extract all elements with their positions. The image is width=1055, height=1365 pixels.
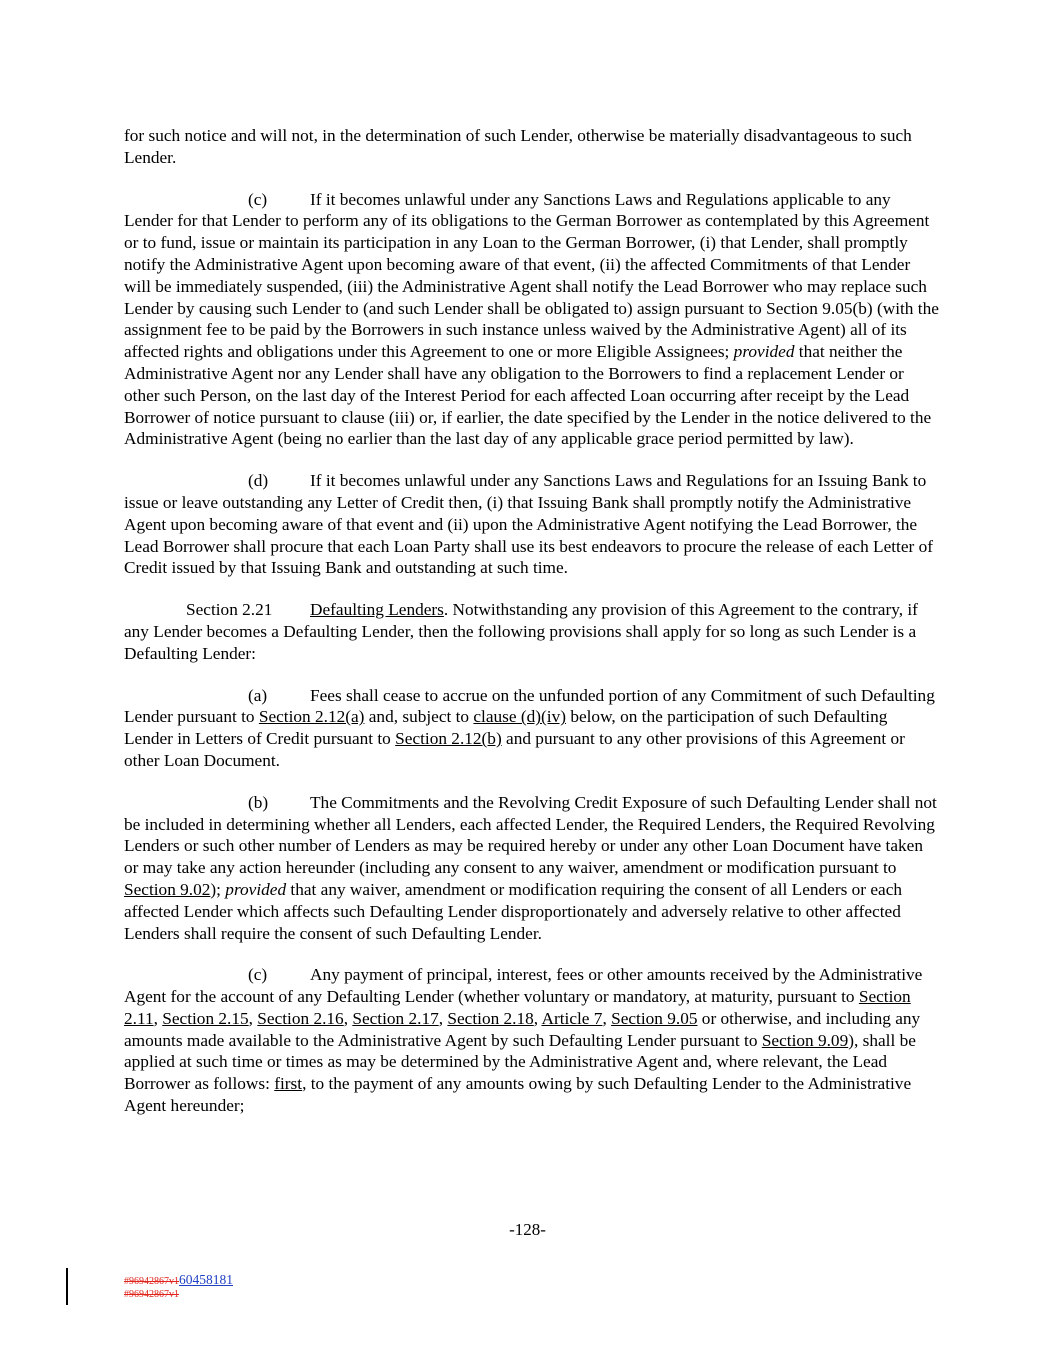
cross-reference: Section 2.18 — [447, 1008, 534, 1028]
clause-label: (c) — [248, 965, 268, 985]
paragraph-c-sanctions-lender: (c) If it becomes unlawful under any Sanctions Laws and Regulations applicable to any Lender for that Lender to perform any of its obligations to the German Borrower as contemplated by this Agreement or to fund, issue or maintain its participation in any Loan to the German Borrower, (i) that Lender, shall promptly notify the Administrative Agent upon becoming aware of that event, (ii) the affected Commitments of that Lender will be immediately suspended, (iii) the Administrative Agent shall notify the Lead Borrower who may replace such Lender by causing such Lender to (and such Lender shall be obligated to) assign pursuant to Section 9.05(b) (with the assignment fee to be paid by the Borrowers in such instance unless waived by the Administrative Agent) all of its affected rights and obligations under this Agreement to one or more Eligible Assignees; provided that neither the Administrative Agent nor any Lender shall have any obligation to the Borrowers to find a replacement Lender or other such Person, on the last day of the Interest Period for each affected Loan occurring after receipt by the Lead Borrower of notice pursuant to clause (iii) or, if earlier, the date specified by the Lender in the notice delivered to the Administrative Agent (being no earlier than the last day of any applicable grace period permitted by law). — [124, 189, 939, 449]
cross-reference: Section 9.09 — [761, 1030, 849, 1050]
change-bar — [66, 1268, 68, 1305]
cross-reference: Section 2.15 — [162, 1008, 249, 1028]
cross-reference: Section 2.16 — [257, 1008, 344, 1028]
paragraph-b-commitments: (b) The Commitments and the Revolving Credit Exposure of such Defaulting Lender shall not be included in determining whether all Lenders, each affected Lender, the Required Lenders, the Required Revolving Lenders or such other number of Lenders as may be required hereby or under any other Loan Document have taken or may take any action hereunder (including any consent to any waiver, amendment or modification pursuant to Section 9.02); provided that any waiver, amendment or modification requiring the consent of all Lenders or each affected Lender which affects such Defaulting Lender disproportionately and adversely relative to other affected Lenders shall require the consent of such Defaulting Lender. — [124, 792, 937, 943]
footer-line-1 — [124, 1273, 233, 1288]
provided-italic: provided — [733, 342, 795, 362]
paragraph-a-fees: (a) Fees shall cease to accrue on the unfunded portion of any Commitment of such Defaulting Lender pursuant to Section 2.12(a) and, subject to clause (d)(iv) below, on the participation of such Defaulting Lender in Letters of Credit pursuant to Section 2.12(b) and pursuant to any other provisions of this Agreement or other Loan Document. — [124, 685, 935, 770]
deleted-doc-id-2: #96942867v1 — [124, 1289, 179, 1300]
document-body — [124, 125, 939, 1137]
cross-reference: clause (d)(iv) — [473, 707, 566, 727]
section-title: Defaulting Lenders — [310, 600, 444, 620]
inserted-doc-id: 60458181 — [179, 1272, 233, 1287]
paragraph-d-sanctions-issuing-bank: (d) If it becomes unlawful under any Sanctions Laws and Regulations for an Issuing Bank to issue or leave outstanding any Letter of Credit then, (i) that Issuing Bank shall promptly notify the Administrative Agent upon becoming aware of that event and (ii) upon the Administrative Agent notifying the Lead Borrower, the Lead Borrower shall procure that each Loan Party shall use its best endeavors to procure the release of each Letter of Credit issued by that Issuing Bank and outstanding at such time. — [124, 471, 934, 578]
page-number: -128- — [509, 1220, 546, 1239]
clause-label: (c) — [248, 189, 268, 209]
cross-reference: Section 9.02 — [124, 879, 211, 899]
clause-label: (a) — [248, 685, 268, 705]
cross-reference: Article 7 — [541, 1008, 603, 1028]
paragraph-c-payments: (c) Any payment of principal, interest, fees or other amounts received by the Administrative Agent for the account of any Defaulting Lender (whether voluntary or mandatory, at maturity, pursuant to Section 2.11, Section 2.15, Section 2.16, Section 2.17, Section 2.18, Article 7, Section 9.05 or otherwise, and including any amounts made available to the Administrative Agent by such Defaulting Lender pursuant to Section 9.09), shall be applied at such time or times as may be determined by the Administrative Agent and, where relevant, the Lead Borrower as follows: first, to the payment of any amounts owing by such Defaulting Lender to the Administrative Agent hereunder; — [124, 965, 923, 1116]
clause-label: (b) — [248, 792, 269, 812]
section-number: Section 2.21 — [186, 600, 273, 620]
cross-reference: Section 2.11 — [124, 987, 911, 1028]
first-underlined: first — [274, 1074, 303, 1094]
deleted-doc-id: #96942867v1 — [124, 1276, 179, 1287]
document-id-footer — [124, 1273, 233, 1301]
provided-italic: provided — [225, 879, 287, 899]
paragraph-continuation — [124, 125, 939, 169]
cross-reference: Section 2.12(a) — [258, 707, 365, 727]
cross-reference: Section 9.05 — [611, 1008, 698, 1028]
cross-reference: Section 2.12(b) — [395, 729, 502, 749]
footer-line-2 — [124, 1288, 233, 1301]
section-2-21-heading-paragraph: Section 2.21 Defaulting Lenders. Notwithstanding any provision of this Agreement to the contrary, if any Lender becomes a Defaulting Lender, then the following provisions shall apply for so long as such Lender is a Defaulting Lender: — [124, 600, 918, 663]
cross-reference: Section 2.17 — [352, 1008, 439, 1028]
clause-label: (d) — [248, 471, 269, 491]
paragraph-text: for such notice and will not, in the determination of such Lender, otherwise be materially disadvantageous to such Lender. — [124, 126, 912, 167]
